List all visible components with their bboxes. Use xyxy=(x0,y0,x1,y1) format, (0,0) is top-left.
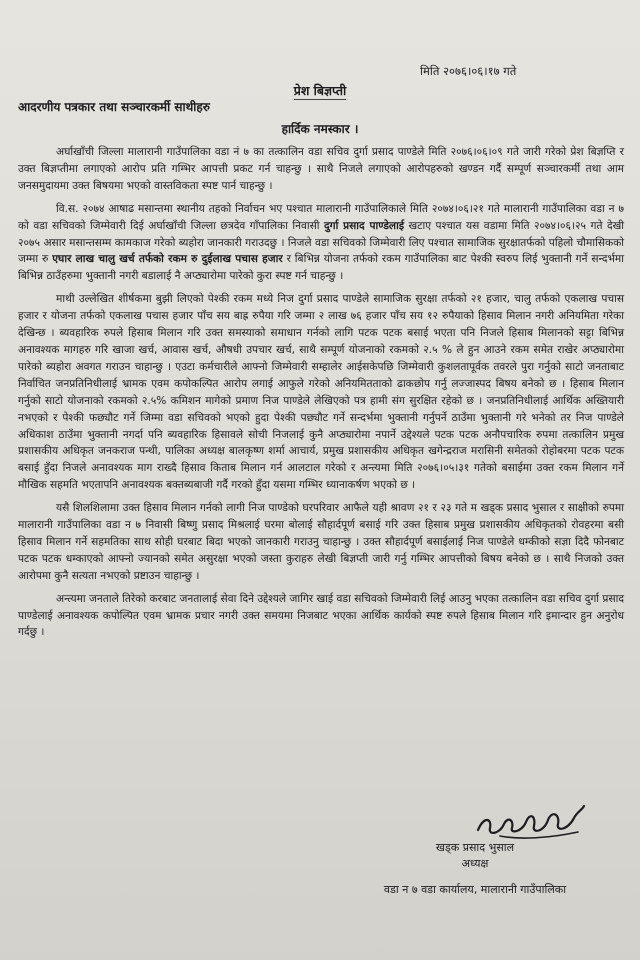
letter-body xyxy=(18,144,624,647)
signer-position: अध्यक्ष xyxy=(461,857,489,870)
paragraph-4: यसै शिलशिलामा उक्त हिसाव मिलान गर्नको लागी निज पाण्डेको घरपरिवार आफैले यही श्रावण २१ र २३ गते म खड्क प्रसाद भुसाल र साक्षीको रुपमा मालारानी गाउँपालिका वडा न ७ निवासी बिष्णु प्रसाद मिश्रलाई घरमा बोलाई सौहार्दपूर्ण बसाई गरि उक्त हिसाब प्रमुख प्रशासकीय अधिकृतको रोवहरमा बसी हिसाव मिलान गर्ने सहमतिका साथ सोही घरबाट बिदा भएको जानकारी गराउनु चाहान्छु । उक्त सौहार्दपूर्ण बसाईलाई निज पाण्डेले धम्कीको सज्ञा दिदै फोनबाट पटक पटक धम्काएको आफ्नो ज्यानको समेत असुरक्षा भएको जस्ता कुराहरु लेखी बिज्ञप्ती जारी गर्नु गम्भिर आपत्तीको बिषय बनेको छ । साथै निजको उक्त आरोपमा कुनै सत्यता नभएको प्रष्टाउन चाहान्छु । xyxy=(18,502,624,582)
paragraph-2-text-c: र बिभिन्न योजना तर्फको रकम गाउँपालिका बाट पेश्की स्वरुप लिई भुक्तानी गर्ने सन्दर्भमा बिभिन्न ठाउँहरुमा भुक्तानी नगरी बडालाई नै अप्ठ्यारोमा पारेको कुरा स्पष्ट गर्न चाहन्छु । xyxy=(18,253,624,283)
paragraph-1: अर्घाखाँची जिल्ला मालारानी गाउँपालिका वडा नं ७ का तत्कालिन वडा सचिव दुर्गा प्रसाद पाण्डेले मिति २०७६।०६।०९ गते जारी गरेको प्रेश बिज्ञप्ति र उक्त बिज्ञप्तीमा लगाएको आरोप प्रति गम्भिर आपत्ती प्रकट गर्न चाहन्छु । साथै निजले लगाएको आरोपहरुको खण्डन गर्दै सम्पूर्ण सञ्चारकर्मी तथा आम जनसमुदायमा उक्त बिषयमा भएको वास्तविकता स्पष्ट पार्न चाहन्छु । xyxy=(18,146,624,192)
signer-office: वडा न ७ वडा कार्यालय, मालारानी गाउँपालिका xyxy=(383,883,567,896)
paragraph-2-text-a: वि.स. २०७४ आषाढ मसान्तमा स्थानीय तहको निर्वाचन भए पश्चात मालारानी गाउँपालिकाले मिति २०७४।०६।२१ गते मालारानी गाउँपालिका वडा न ७ को वडा सचिवको जिम्मेवारी दिई अर्घाखाँची जिल्ला छत्रदेव गाँपालिका निवासी xyxy=(18,202,624,232)
paragraph-3: माथी उल्लेखित शीर्षकमा बुझी लिएको पेश्की रकम मध्ये निज दुर्गा प्रसाद पाण्डेले सामाजिक सुरक्षा तर्फको २१ हजार, चालु तर्फको एकलाख पचास हजार र योजना तर्फको एकलाख पचास हजार पाँच सय बाह्र रुपैया गरि जम्मा २ लाख ७६ हजार पाँच सय १२ रुपैयाको हिसाव मिलान नगरी अनियमिता गरेका देखिन्छ । ब्यवहारिक रुपले हिसाब मिलान गरि उक्त समस्याको समाधान गर्नको लागि पटक पटक बसाई भएता पनि निजले हिसाब मिलानको सट्टा बिभिन्न अनावश्यक मागहरु गरि खाजा खर्च, आवास खर्च, औषधी उपचार खर्च, साथै सम्पूर्ण योजनाको रकमको २.५ % ले हुन आउने रकम समेत राखेर अप्ठ्यारोमा पारेको ब्यहोरा अवगत गराउन चाहान्छु । एउटा कर्मचारीले आफ्नो जिम्मेवारी सम्हालेर आईसकेपछि जिम्मेवारी कुशलतापूर्वक तवरले पुरा गर्नुको साटो जनताबाट निर्वाचित जनप्रतिनिधीलाई भ्रामक एवम कपोकल्पित आरोप लगाई आफुले गरेको अनियमितताको ढाकछोप गर्नु लज्जास्पद बिषय बनेको छ । हिसाब मिलान गर्नुको साटो योजनाको रकमको २.५% कमिशन मागेको प्रमाण निज पाण्डेले लेखिएको पत्र हामी संग सुरक्षित रहेको छ । जनप्रतिनिधीलाई आर्थिक अख्तियारी नभएको र पेश्की फछ्यौट गर्ने जिम्मा वडा सचिवको भएको हुदा पेश्की पछ्यौट गर्ने सन्दर्भमा भुक्तानी गर्नुपर्ने ठाउँमा भुक्तानी गरे भनेको तर निज पाण्डेले अधिकाश ठाउँमा भुक्तानी नगर्दा पनि ब्यवहारिक हिसावले सोची निजलाई कुनै अप्ठ्यारोमा नपार्ने उद्देश्यले पटक पटक अनौपचारिक रुपमा तत्कालिन प्रमुख प्रशासकीय अधिकृत जनकराज पन्थी, पालिका अध्यक्ष बालकृष्ण शर्मा आचार्य, प्रमुख प्रशासकीय अधिकृत खगेन्द्रराज मरासिनी समेतको रोहोबरमा पटक पटक बसाई हुँदा निजले अनावश्यक माग राख्दै हिसाव किताब मिलान गर्न आलटाल गरेको र अन्त्यमा मिति २०७६।०५।३१ गतेको बसाईमा उक्त रकम मिलान गर्ने मौखिक सहमति भएतापनि अनावश्यक बक्तब्यबाजी गर्दै गरको हुँदा यसमा गम्भिर ध्यानाकर्षण भएको छ । xyxy=(18,293,624,492)
paragraph-2-bold-amount: एघार लाख चालु खर्च तर्फको रकम रु दुईलाख पचास हजार xyxy=(52,253,283,266)
letter-date: मिति २०७६।०६।१७ गते xyxy=(420,64,517,78)
page-title xyxy=(0,82,640,99)
signature-block xyxy=(330,840,620,898)
paragraph-2 xyxy=(18,201,624,286)
greeting: हार्दिक नमस्कार । xyxy=(281,122,359,136)
paragraph-2-bold-name: दुर्गा प्रसाद पाण्डेलाई xyxy=(324,219,405,232)
paragraph-5: अन्त्यमा जनताले तिरेको करबाट जनतालाई सेवा दिने उद्देश्यले जागिर खाई वडा सचिवको जिम्मेवारी लिई आउनु भएका तत्कालिन वडा सचिव दुर्गा प्रसाद पाण्डेलाई अनावश्यक कपोल्पित एवम भ्रामक प्रचार नगरी उक्त समयमा निजबाट भएका आर्थिक कार्यको स्पष्ट रुपले हिसाब मिलान गरि इमान्दार हुन अनुरोध गर्दछु । xyxy=(18,592,624,639)
handwritten-signature xyxy=(470,796,590,844)
paragraph-2-text-b: खटाए पश्चात यस वडामा मिति २०७४।०६।२५ गते देखी २०७५ असार मसान्तसम्म कामकाज गरेको ब्यहोरा जानकारी गराउदछु । निजले वडा सचिवको जिम्मेवारी लिए पश्चात सामाजिक सुरक्षातर्फको पहिलो चौमासिकको जम्मा रु xyxy=(18,219,624,266)
signer-name: खड्क प्रसाद भुसाल xyxy=(435,841,515,854)
salutation: आदरणीय पत्रकार तथा सञ्चारकर्मी साथीहरु xyxy=(18,100,210,114)
title-text: प्रेश बिज्ञप्ती xyxy=(293,83,347,98)
